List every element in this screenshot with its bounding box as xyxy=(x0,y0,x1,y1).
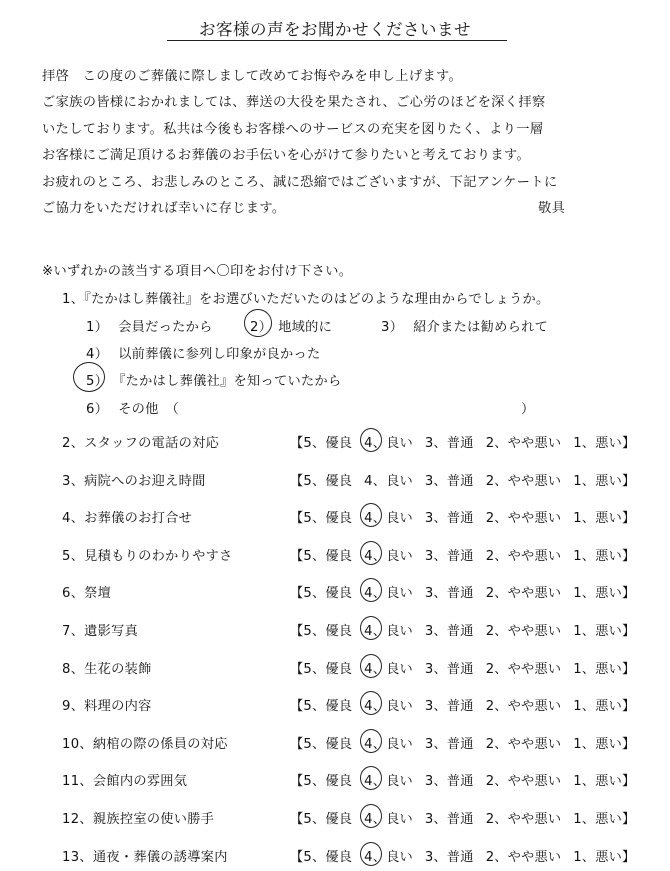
scale-open-bracket: 【 xyxy=(290,736,304,752)
rating-scale xyxy=(290,620,635,639)
rating-option-5[interactable]: 5、優良 xyxy=(303,661,353,677)
option-number: 5） xyxy=(86,374,109,389)
scale-close-bracket: 】 xyxy=(621,849,636,865)
rating-scale xyxy=(290,658,635,677)
rating-option-5[interactable]: 5、優良 xyxy=(303,774,353,790)
rating-option-2[interactable]: 2、やや悪い xyxy=(485,699,562,715)
selected-circle-mark xyxy=(360,503,382,527)
question-label: 8、生花の装飾 xyxy=(62,661,152,677)
rating-option-4[interactable]: 4、良い xyxy=(364,436,413,451)
scale-open-bracket: 【 xyxy=(290,511,304,527)
q1-option-4[interactable] xyxy=(86,343,321,362)
scale-open-bracket: 【 xyxy=(290,849,304,865)
intro-line: お疲れのところ、お悲しみのところ、誠に恐縮ではございますが、下記アンケートに xyxy=(42,174,558,190)
option-label: 『たかはし葬儀社』を知っていたから xyxy=(112,374,342,389)
scale-open-bracket: 【 xyxy=(290,812,304,827)
intro-letter xyxy=(42,64,642,222)
rating-scale xyxy=(290,582,635,601)
option-label: その他 （ xyxy=(118,402,180,417)
rating-option-3[interactable]: 3、普通 xyxy=(424,736,474,752)
q1-option-1[interactable] xyxy=(86,316,213,335)
question-label: 7、遺影写真 xyxy=(62,624,139,639)
intro-line: ご家族の皆様におかれましては、葬送の大役を果たされ、ご心労のほどを深く拝察 xyxy=(42,95,546,111)
scale-close-bracket: 】 xyxy=(621,661,636,677)
rating-option-2[interactable]: 2、やや悪い xyxy=(485,812,562,827)
rating-option-1[interactable]: 1、悪い xyxy=(573,511,622,527)
rating-option-4[interactable]: 4、良い xyxy=(364,586,413,602)
scale-close-bracket: 】 xyxy=(621,473,636,489)
question-label: 9、料理の内容 xyxy=(62,699,152,715)
rating-option-4[interactable]: 4、良い xyxy=(364,699,413,715)
rating-option-5[interactable]: 5、優良 xyxy=(303,849,353,865)
rating-option-5[interactable]: 5、優良 xyxy=(303,586,353,602)
question-label: 6、祭壇 xyxy=(62,586,112,602)
rating-scale xyxy=(290,507,635,526)
rating-option-3[interactable]: 3、普通 xyxy=(424,436,474,451)
selected-circle-mark xyxy=(360,691,382,715)
scale-open-bracket: 【 xyxy=(290,624,304,639)
rating-option-4[interactable]: 4、良い xyxy=(364,548,413,564)
scale-open-bracket: 【 xyxy=(290,699,304,715)
rating-option-1[interactable]: 1、悪い xyxy=(573,774,622,790)
rating-option-3[interactable]: 3、普通 xyxy=(424,774,474,790)
page-title: お客様の声をお聞かせくださいませ xyxy=(199,20,471,39)
rating-option-5[interactable]: 5、優良 xyxy=(303,624,353,639)
intro-line: ご協力をいただければ幸いに存じます。 xyxy=(42,200,286,216)
scale-open-bracket: 【 xyxy=(290,548,304,564)
rating-scale xyxy=(290,733,635,752)
rating-option-4[interactable]: 4、良い xyxy=(364,774,413,790)
option-label: 地域的に xyxy=(278,320,333,335)
rating-scale xyxy=(290,808,635,827)
scale-close-bracket: 】 xyxy=(621,586,636,602)
question-label: 3、病院へのお迎え時間 xyxy=(62,473,206,489)
rating-option-3[interactable]: 3、普通 xyxy=(424,812,474,827)
rating-option-4[interactable]: 4、良い xyxy=(364,624,413,639)
rating-option-4[interactable]: 4、良い xyxy=(364,812,413,827)
rating-option-5[interactable]: 5、優良 xyxy=(303,699,353,715)
rating-option-1[interactable]: 1、悪い xyxy=(573,473,622,489)
rating-option-1[interactable]: 1、悪い xyxy=(573,436,622,451)
scale-open-bracket: 【 xyxy=(290,586,304,602)
rating-option-1[interactable]: 1、悪い xyxy=(573,699,622,715)
question-label: 2、スタッフの電話の対応 xyxy=(62,436,220,451)
rating-option-2[interactable]: 2、やや悪い xyxy=(485,548,562,564)
rating-option-3[interactable]: 3、普通 xyxy=(424,849,474,865)
rating-scale xyxy=(290,432,635,451)
intro-line: 拝啓 この度のご葬儀に際しまして改めてお悔やみを申し上げます。 xyxy=(42,69,463,84)
option-number: 6） xyxy=(86,402,109,417)
question-label: 5、見積もりのわかりやすさ xyxy=(62,548,233,564)
rating-option-3[interactable]: 3、普通 xyxy=(424,624,474,639)
scale-open-bracket: 【 xyxy=(290,473,304,489)
option-label: 会員だったから xyxy=(118,320,213,335)
q1-option-3[interactable] xyxy=(381,316,548,335)
rating-option-2[interactable]: 2、やや悪い xyxy=(485,849,562,865)
rating-option-3[interactable]: 3、普通 xyxy=(424,511,474,527)
rating-option-2[interactable]: 2、やや悪い xyxy=(485,661,562,677)
question-label: 11、会館内の雰囲気 xyxy=(62,774,188,790)
rating-option-2[interactable]: 2、やや悪い xyxy=(485,511,562,527)
rating-option-1[interactable]: 1、悪い xyxy=(573,849,622,865)
intro-line-last xyxy=(42,196,642,222)
rating-option-1[interactable]: 1、悪い xyxy=(573,624,622,639)
rating-option-5[interactable]: 5、優良 xyxy=(303,548,353,564)
question-label: 10、納棺の際の係員の対応 xyxy=(62,736,228,752)
rating-option-4[interactable]: 4、良い xyxy=(364,849,413,865)
rating-option-5[interactable]: 5、優良 xyxy=(303,436,353,451)
selected-circle-mark xyxy=(360,842,382,866)
selected-circle-mark xyxy=(360,541,382,565)
rating-option-2[interactable]: 2、やや悪い xyxy=(485,774,562,790)
scale-close-bracket: 】 xyxy=(621,812,636,827)
scale-open-bracket: 【 xyxy=(290,661,304,677)
scale-open-bracket: 【 xyxy=(290,436,304,451)
rating-option-4[interactable]: 4、良い xyxy=(364,511,413,527)
question-label: 13、通夜・葬儀の誘導案内 xyxy=(62,849,228,865)
rating-option-3[interactable]: 3、普通 xyxy=(424,586,474,602)
question-label: 4、お葬儀のお打合せ xyxy=(62,511,193,527)
selected-circle-mark xyxy=(360,804,382,828)
scale-close-bracket: 】 xyxy=(621,548,636,564)
scale-close-bracket: 】 xyxy=(621,699,636,715)
question-label: 12、親族控室の使い勝手 xyxy=(62,812,215,827)
rating-option-3[interactable]: 3、普通 xyxy=(424,661,474,677)
rating-option-5[interactable]: 5、優良 xyxy=(303,511,353,527)
rating-option-4[interactable]: 4、良い xyxy=(364,473,413,489)
rating-option-2[interactable]: 2、やや悪い xyxy=(485,736,562,752)
rating-option-5[interactable]: 5、優良 xyxy=(303,736,353,752)
other-close-paren: ） xyxy=(521,402,535,417)
scale-open-bracket: 【 xyxy=(290,774,304,790)
rating-option-1[interactable]: 1、悪い xyxy=(573,661,622,677)
option-number: 2） xyxy=(250,320,273,335)
intro-line: いたしております。私共は今後もお客様へのサービスの充実を図りたく、より一層 xyxy=(42,121,544,137)
selected-circle-mark xyxy=(360,616,382,640)
option-number: 4） xyxy=(86,347,109,362)
rating-option-1[interactable]: 1、悪い xyxy=(573,586,622,602)
rating-scale xyxy=(290,846,635,865)
selected-circle-mark xyxy=(360,428,382,452)
rating-option-2[interactable]: 2、やや悪い xyxy=(485,473,562,489)
title-underline xyxy=(167,40,507,41)
selected-circle-mark xyxy=(360,729,382,753)
rating-option-3[interactable]: 3、普通 xyxy=(424,473,474,489)
question-1: 1、『たかはし葬儀社』をお選びいただいたのはどのような理由からでしょうか。 xyxy=(62,292,550,307)
q1-option-6[interactable] xyxy=(86,398,179,417)
rating-option-4[interactable]: 4、良い xyxy=(364,661,413,677)
scale-close-bracket: 】 xyxy=(621,736,636,752)
option-number: 3） xyxy=(381,320,404,335)
rating-option-5[interactable]: 5、優良 xyxy=(303,812,353,827)
rating-scale xyxy=(290,545,635,564)
selected-circle-mark xyxy=(360,654,382,678)
rating-scale xyxy=(290,470,635,489)
rating-option-2[interactable]: 2、やや悪い xyxy=(485,436,562,451)
rating-option-4[interactable]: 4、良い xyxy=(364,736,413,752)
closing-salutation: 敬具 xyxy=(538,200,566,216)
option-label: 以前葬儀に参列し印象が良かった xyxy=(118,347,321,362)
rating-option-3[interactable]: 3、普通 xyxy=(424,699,474,715)
rating-option-2[interactable]: 2、やや悪い xyxy=(485,586,562,602)
rating-option-1[interactable]: 1、悪い xyxy=(573,548,622,564)
option-number: 1） xyxy=(86,320,109,335)
rating-option-5[interactable]: 5、優良 xyxy=(303,473,353,489)
scale-close-bracket: 】 xyxy=(621,774,636,790)
rating-option-1[interactable]: 1、悪い xyxy=(573,812,622,827)
instruction-note: ※いずれかの該当する項目へ〇印をお付け下さい。 xyxy=(42,264,353,279)
rating-scale xyxy=(290,770,635,789)
rating-option-3[interactable]: 3、普通 xyxy=(424,548,474,564)
rating-option-1[interactable]: 1、悪い xyxy=(573,736,622,752)
option-label: 紹介または勧められて xyxy=(413,320,549,335)
scale-close-bracket: 】 xyxy=(621,511,636,527)
intro-line: お客様にご満足頂けるお葬儀のお手伝いを心がけて参りたいと考えております。 xyxy=(42,148,531,164)
scale-close-bracket: 】 xyxy=(621,436,636,451)
q1-option-5[interactable] xyxy=(86,370,341,389)
rating-scale xyxy=(290,695,635,714)
rating-option-2[interactable]: 2、やや悪い xyxy=(485,624,562,639)
scale-close-bracket: 】 xyxy=(621,624,636,639)
q1-option-2[interactable] xyxy=(250,316,332,335)
